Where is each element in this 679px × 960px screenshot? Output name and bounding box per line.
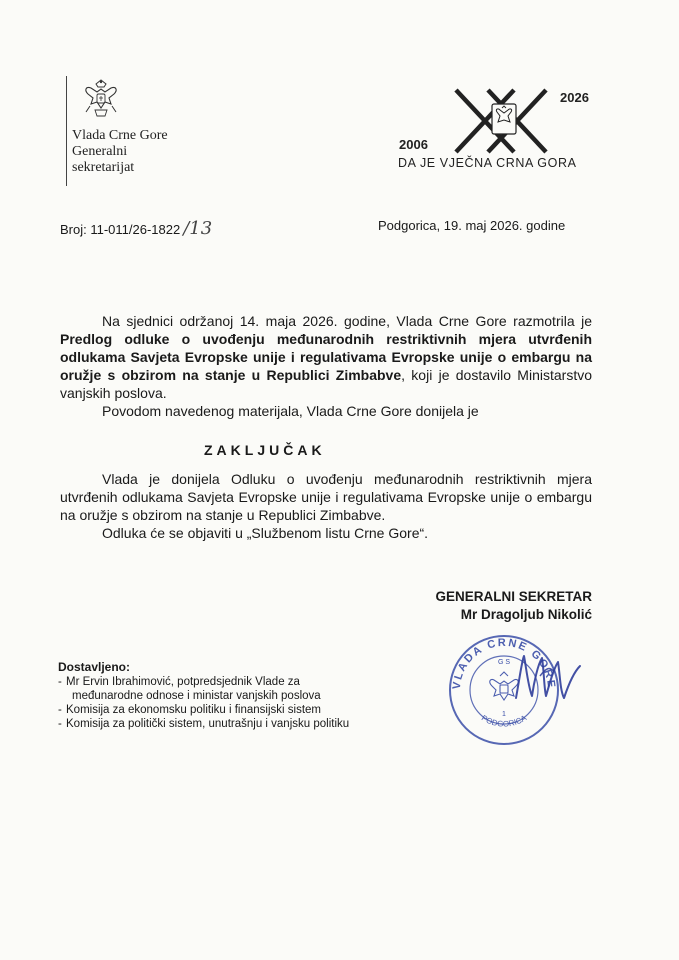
- reference-number-text: Broj: 11-011/26-1822: [60, 222, 181, 237]
- distribution-list: [58, 660, 349, 731]
- signatory-role: GENERALNI SEKRETAR: [435, 589, 592, 604]
- org-line-2: Generalni: [72, 144, 128, 159]
- distribution-item-continuation: međunarodne odnose i ministar vanjskih poslova: [72, 690, 321, 702]
- paragraph-3: Vlada je donijela Odluku o uvođenju međunarodnih restriktivnih mjera utvrđenih odlukama Savjeta Evropske unije i regulativama Evropske unije o embargu na oružje s obzirom na stanje u Republici Zimbabve.: [60, 471, 592, 523]
- distribution-item: - Mr Ervin Ibrahimović, potpredsjednik Vlade za: [58, 676, 300, 688]
- reference-number: [60, 218, 212, 239]
- logo-year-start: 2006: [399, 137, 428, 152]
- org-line-1: Vlada Crne Gore: [72, 128, 168, 143]
- paragraph-4: Odluka će se objaviti u „Službenom listu Crne Gore“.: [102, 525, 429, 541]
- place-date: Podgorica, 19. maj 2026. godine: [378, 218, 566, 233]
- stamp-top-text: VLADA CRNE GORE: [450, 636, 558, 691]
- stamp-inner-letters: G S: [497, 659, 511, 666]
- paragraph-1-subject: Predlog odluke o uvođenju međunarodnih restriktivnih mjera utvrđenih odlukama Savjeta Evropske unije i regulativama Evropske unije o embargu na oružje s obzirom na stanje u Republici Zimbabve: [60, 331, 592, 383]
- logo-year-end: 2026: [560, 90, 589, 105]
- paragraph-1-intro: Na sjednici održanoj 14. maja 2026. godine, Vlada Crne Gore razmotrila je: [102, 313, 592, 329]
- stamp-bottom-text: PODGORICA: [479, 713, 529, 729]
- header-divider: [66, 76, 67, 186]
- montenegro-coat-of-arms-icon: [82, 78, 120, 124]
- logo-tagline: DA JE VJEČNA CRNA GORA: [398, 156, 577, 170]
- distribution-title: Dostavljeno:: [58, 660, 131, 674]
- handwritten-signature: [510, 646, 588, 710]
- distribution-item: - Komisija za ekonomsku politiku i finansijski sistem: [58, 704, 322, 716]
- organization-name: [72, 128, 168, 176]
- org-line-3: sekretarijat: [72, 160, 135, 175]
- distribution-item: - Komisija za politički sistem, unutrašnju i vanjsku politiku: [58, 718, 350, 730]
- signatory-name: Mr Dragoljub Nikolić: [460, 607, 592, 622]
- paragraph-1-end: , koji je dostavilo Ministarstvo vanjskih poslova.: [60, 367, 592, 401]
- stamp-number: 1: [502, 711, 506, 718]
- paragraph-1: [60, 312, 592, 402]
- paragraph-2: Povodom navedenog materijala, Vlada Crne Gore donijela je: [102, 403, 479, 419]
- document-title: ZAKLJUČAK: [204, 442, 326, 458]
- reference-handwritten: /13: [183, 218, 213, 239]
